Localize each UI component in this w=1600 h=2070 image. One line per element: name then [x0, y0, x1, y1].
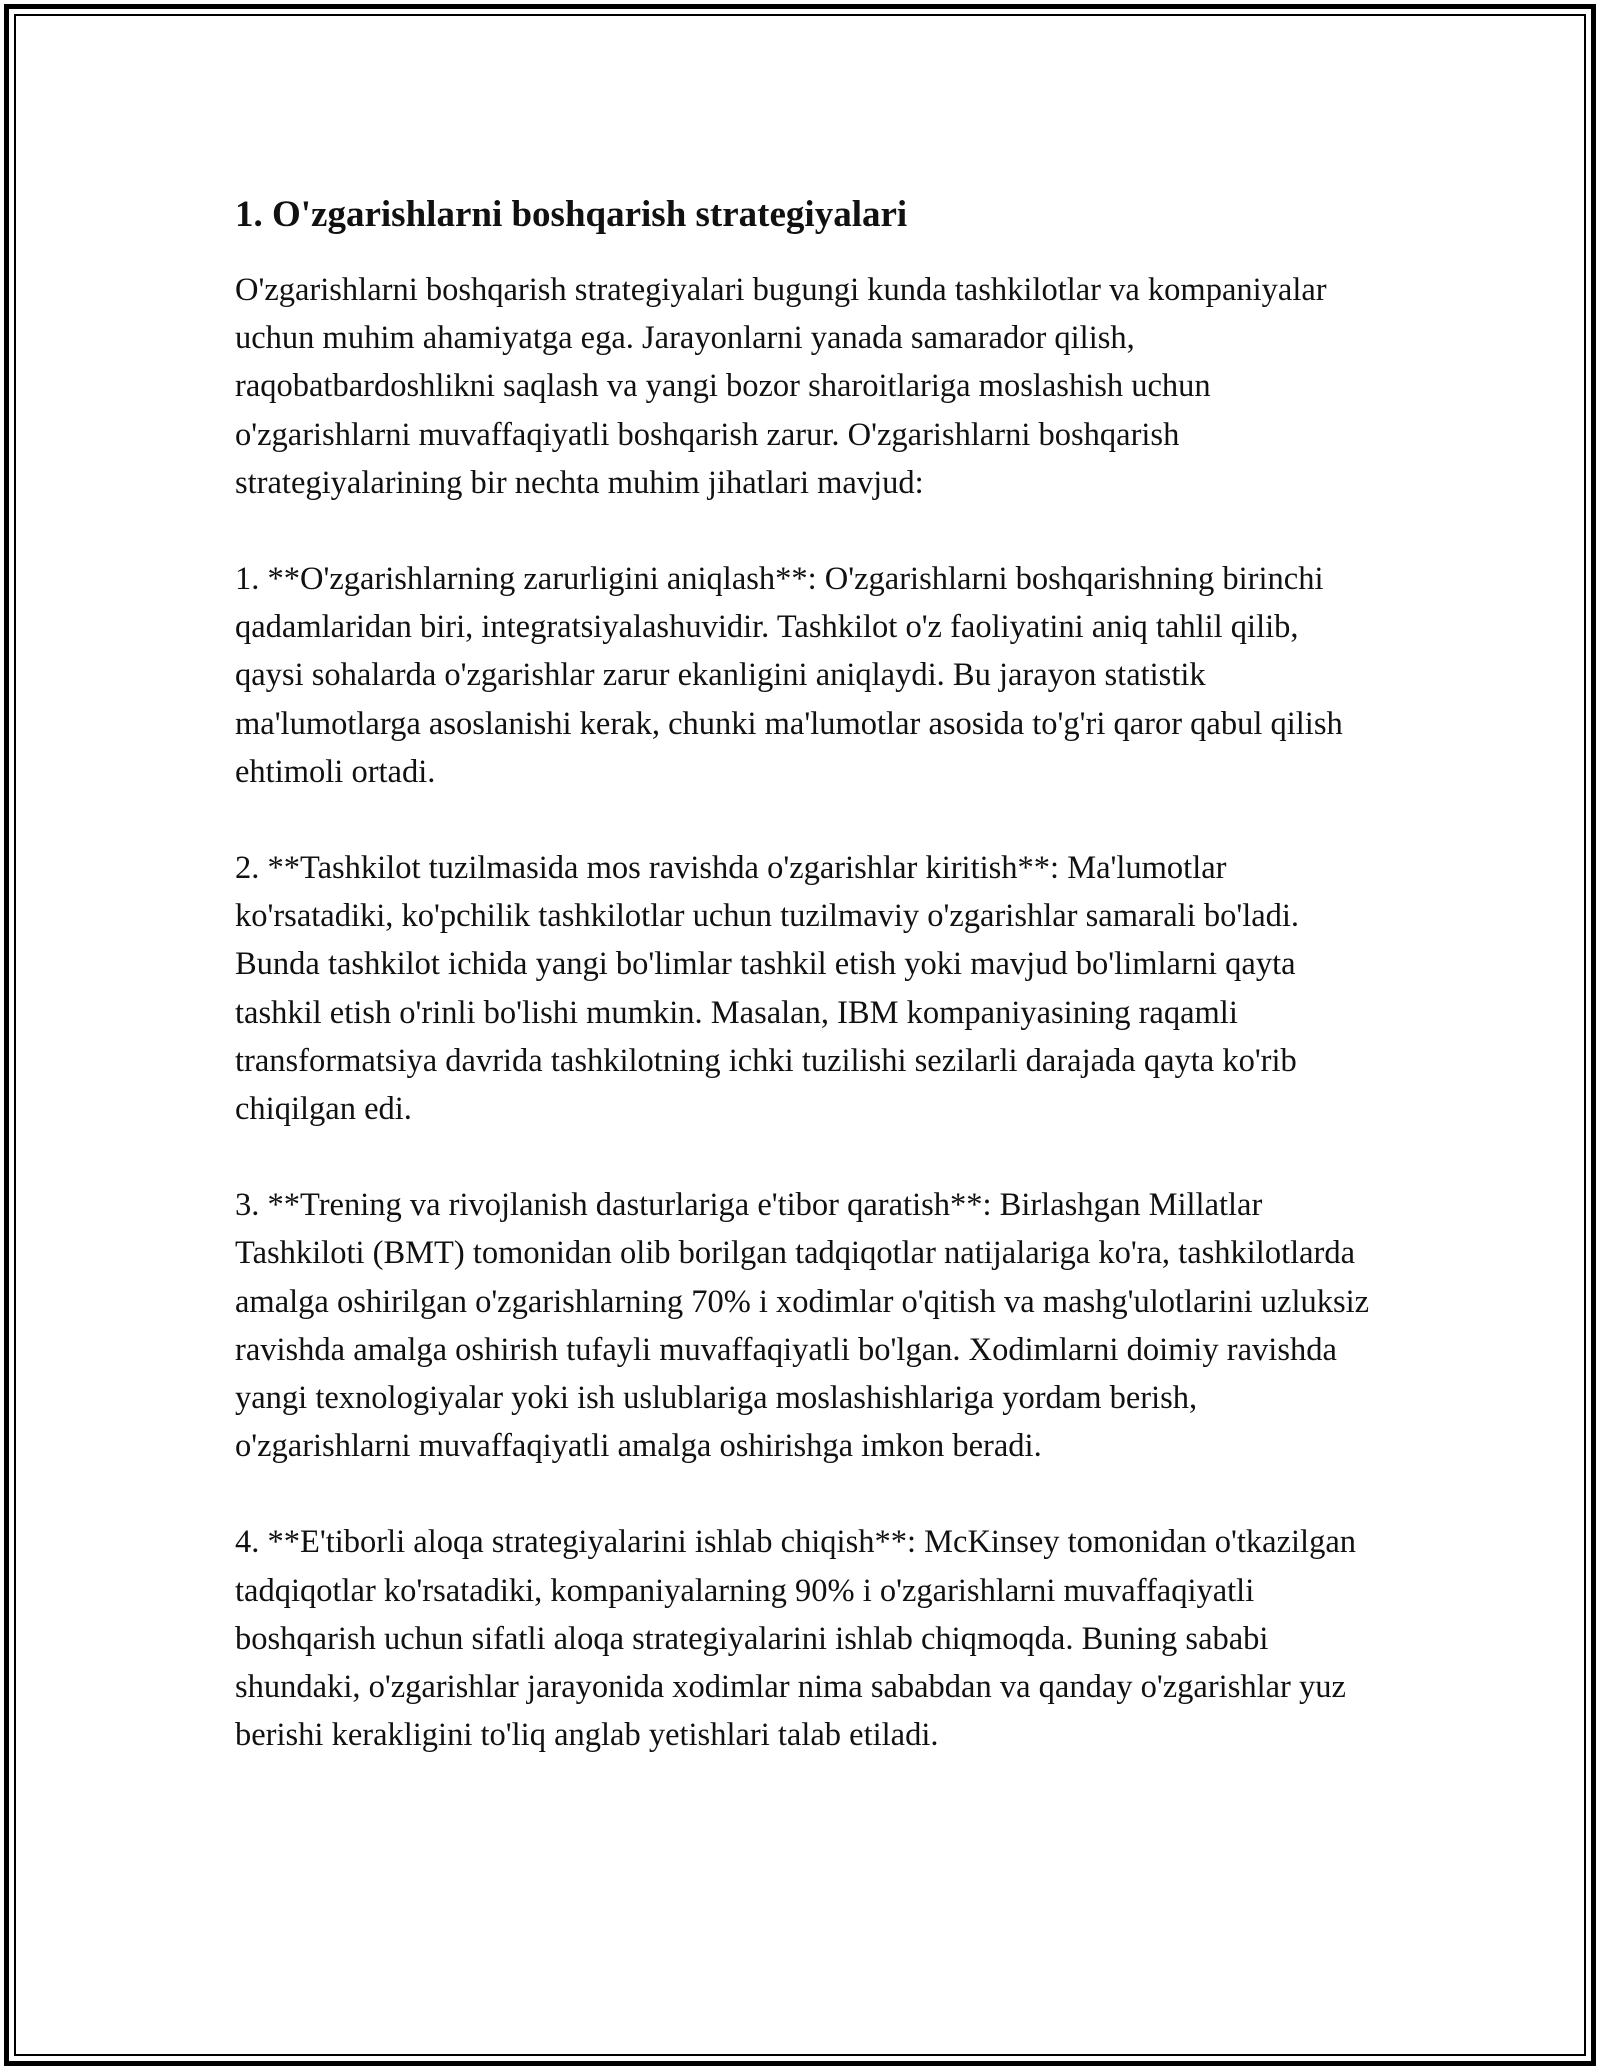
list-item-paragraph: 3. **Trening va rivojlanish dasturlariga e'tibor qaratish**: Birlashgan Millatlar Tashkiloti (BMT) tomonidan olib borilgan tadqiqotlar natijalariga ko'ra, tashkilotlarda amalga oshirilgan o'zgarishlarning 70% i xodimlar o'qitish va mashg'ulotlarini uzluksiz ravishda amalga oshirish tufayli muvaffaqiyatli bo'lgan. Xodimlarni doimiy ravishda yangi texnologiyalar yoki ish uslublariga moslashishlariga yordam berish, o'zgarishlarni muvaffaqiyatli amalga oshirishga imkon beradi. [235, 1187, 1370, 1465]
list-item-paragraph: 2. **Tashkilot tuzilmasida mos ravishda o'zgarishlar kiritish**: Ma'lumotlar ko'rsatadiki, ko'pchilik tashkilotlar uchun tuzilmaviy o'zgarishlar samarali bo'ladi. Bunda tashkilot ichida yangi bo'limlar tashkil etish yoki mavjud bo'limlarni qayta tashkil etish o'rinli bo'lishi mumkin. Masalan, IBM kompaniyasining raqamli transformatsiya davrida tashkilotning ichki tuzilishi sezilarli darajada qayta ko'rib chiqilgan edi. [235, 850, 1300, 1128]
section-heading: 1. O'zgarishlarni boshqarish strategiyalari [235, 194, 908, 235]
list-item-paragraph: 1. **O'zgarishlarning zarurligini aniqlash**: O'zgarishlarni boshqarishning birinchi qadamlaridan biri, integratsiyalashuvidir. Tashkilot o'z faoliyatini aniq tahlil qilib, qaysi sohalarda o'zgarishlar zarur ekanligini aniqlaydi. Bu jarayon statistik ma'lumotlarga asoslanishi kerak, chunki ma'lumotlar asosida to'g'ri qaror qabul qilish ehtimoli ortadi. [235, 561, 1343, 790]
document-body [235, 190, 1370, 1807]
list-item-paragraph: 4. **E'tiborli aloqa strategiyalarini ishlab chiqish**: McKinsey tomonidan o'tkazilgan tadqiqotlar ko'rsatadiki, kompaniyalarning 90% i o'zgarishlarni muvaffaqiyatli boshqarish uchun sifatli aloqa strategiyalarini ishlab chiqmoqda. Buning sababi shundaki, o'zgarishlar jarayonida xodimlar nima sababdan va qanday o'zgarishlar yuz berishi kerakligini to'liq anglab yetishlari talab etiladi. [235, 1524, 1356, 1754]
intro-paragraph: O'zgarishlarni boshqarish strategiyalari bugungi kunda tashkilotlar va kompaniyalar uchun muhim ahamiyatga ega. Jarayonlarni yanada samarador qilish, raqobatbardoshlikni saqlash va yangi bozor sharoitlariga moslashish uchun o'zgarishlarni muvaffaqiyatli boshqarish zarur. O'zgarishlarni boshqarish strategiyalarining bir nechta muhim jihatlari mavjud: [235, 272, 1327, 501]
